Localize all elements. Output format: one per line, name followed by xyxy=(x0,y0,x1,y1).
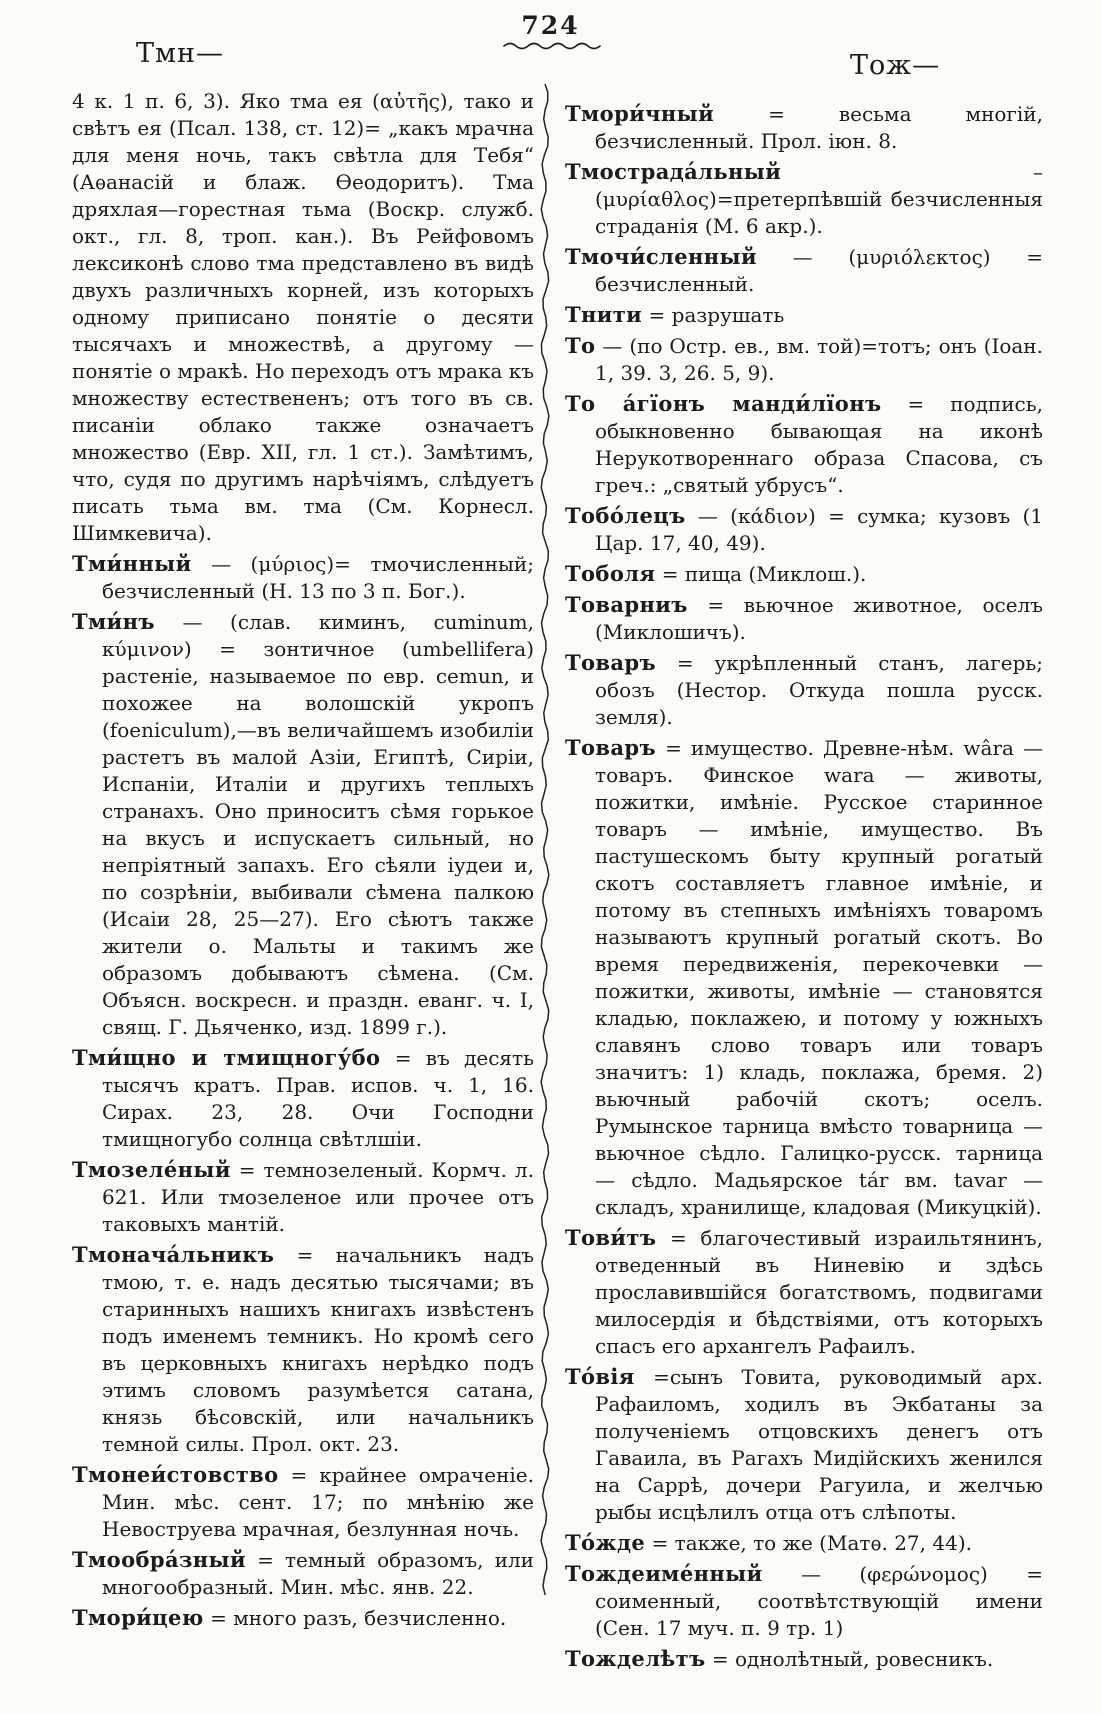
dictionary-entry xyxy=(565,332,1043,387)
entry-body: — (μυριόλεκτος) = безчисленный. xyxy=(595,245,1044,296)
column-divider xyxy=(537,84,553,1604)
running-head-left: Тмн— xyxy=(136,38,225,69)
dictionary-entry xyxy=(72,1044,534,1153)
dictionary-entry xyxy=(565,1529,1043,1557)
entry-body: = много разъ, безчисленно. xyxy=(210,1606,507,1630)
headword: Тми́нный xyxy=(72,551,192,576)
headword: Тожделѣтъ xyxy=(565,1646,706,1671)
dictionary-entry xyxy=(565,560,1043,588)
dictionary-entry xyxy=(565,1645,1043,1673)
dictionary-entry xyxy=(565,1560,1043,1642)
dictionary-entry xyxy=(565,1224,1043,1360)
headword: Тождеиме́нный xyxy=(565,1561,763,1586)
entry-body: — (κάδιον) = сумка; кузовъ (1 Цар. 17, 40, 49). xyxy=(595,504,1043,555)
right-column xyxy=(565,100,1043,1676)
headword: То а́гїонъ манди́лїонъ xyxy=(565,391,882,416)
continued-paragraph xyxy=(72,88,534,547)
dictionary-entry xyxy=(72,608,534,1041)
dictionary-entry xyxy=(565,100,1043,155)
headword: Тобо́лецъ xyxy=(565,503,686,528)
entry-body: = подпись, обыкновенно бывающая на иконѣ Нерукотвореннаго образа Спасова, съ греч.: „святый убрусъ“. xyxy=(595,392,1043,497)
headword: То́вія xyxy=(565,1364,635,1389)
dictionary-entry xyxy=(565,158,1043,240)
dictionary-entry xyxy=(565,591,1043,646)
dictionary-entry xyxy=(72,1604,534,1632)
headword: Тмозеле́ный xyxy=(72,1157,231,1182)
dictionary-entry xyxy=(72,550,534,605)
entry-body: = темнозеленый. Кормч. л. 621. Или тмозеленое или прочее отъ таковыхъ мантій. xyxy=(102,1158,534,1236)
entry-body: = также, то же (Матѳ. 27, 44). xyxy=(651,1531,972,1555)
entry-body: = въ десять тысячъ кратъ. Прав. испов. ч. 1, 16. Сирах. 23, 28. Очи Господни тмищногубо солнца свѣтлшіи. xyxy=(102,1046,535,1151)
left-column xyxy=(72,88,534,1635)
headword: Тми́нъ xyxy=(72,609,155,634)
dictionary-entry xyxy=(565,390,1043,499)
entry-body: — (слав. киминъ, cuminum, κύμινον) = зонтичное (umbellifera) растеніе, называемое по евр. cemun, и похожее на волошскій укропъ (foeniculum),—въ величайшемъ изобиліи растетъ въ малой Азіи, Египтѣ, Сиріи, Испаніи, Италіи и другихъ теплыхъ странахъ. Оно приноситъ сѣмя горькое на вкусъ и испускаетъ сильный, но непріятный запахъ. Его сѣяли іудеи и, по созрѣніи, выбивали сѣмена палкою (Исаіи 28, 25—27). Его сѣютъ также жители о. Мальты и такимъ же образомъ добываютъ сѣмена. (См. Объясн. воскресн. и праздн. еванг. ч. I, свящ. Г. Дьяченко, изд. 1899 г.). xyxy=(102,610,535,1039)
entry-body: = весьма многій, безчисленный. Прол. іюн. 8. xyxy=(595,102,1043,153)
entry-body: 4 к. 1 п. 6, 3). Яко тма ея (αὐτῆς), тако и свѣтъ ея (Псал. 138, ст. 12)= „какъ мрачна для меня ночь, такъ свѣтла для Тебя“ (Аѳанасій и блаж. Ѳеодоритъ). Тма дряхлая—горестная тьма (Воскр. служб. окт., гл. 8, троп. кан.). Въ Рейфовомъ лексиконѣ слово тма представлено въ видѣ двухъ различныхъ корней, изъ которыхъ одному приписано понятіе о десяти тысячахъ и множествѣ, а другому — понятіе о мракѣ. Но переходъ отъ мрака къ множеству естествененъ; отъ того въ св. писаніи облако также означаетъ множество (Евр. XII, гл. 1 ст.). Замѣтимъ, что, судя по другимъ нарѣчіямъ, слѣдуетъ писать тьма вм. тма (См. Корнесл. Шимкевича). xyxy=(72,89,534,545)
headword: Тмонеи́стовство xyxy=(72,1462,279,1487)
entry-body: = укрѣпленный станъ, лагерь; обозъ (Нестор. Откуда пошла русск. земля). xyxy=(595,651,1044,729)
dictionary-entry xyxy=(565,502,1043,557)
headword: Тмори́цею xyxy=(72,1605,204,1630)
headword: Тмострада́льный xyxy=(565,159,782,184)
headword: Тми́щно и тмищногу́бо xyxy=(72,1045,381,1070)
headword: То́жде xyxy=(565,1530,646,1555)
entry-body: = крайнее омраченіе. Мин. мѣс. сент. 17; по мнѣнію же Невоструева мрачная, безлунная ночь. xyxy=(102,1463,534,1541)
entry-body: = начальникъ надъ тмою, т. е. надъ десятью тысячами; въ старинныхъ нашихъ книгахъ извѣстенъ подъ именемъ темникъ. Но кромѣ сего въ церковныхъ книгахъ нерѣдко подъ этимъ словомъ разумѣется сатана, князь бѣсовскій, или начальникъ темной силы. Прол. окт. 23. xyxy=(102,1243,534,1456)
dictionary-entry xyxy=(72,1241,534,1458)
dictionary-entry xyxy=(565,243,1043,298)
headword: То xyxy=(565,333,596,358)
dictionary-entry xyxy=(72,1546,534,1601)
headword: Товаръ xyxy=(565,650,657,675)
entry-body: = темный образомъ, или многообразный. Мин. мѣс. янв. 22. xyxy=(102,1548,534,1599)
headword: Тмонача́льникъ xyxy=(72,1242,275,1267)
entry-body: = вьючное животное, оселъ (Миклошичъ). xyxy=(595,593,1043,644)
headword: Тнити xyxy=(565,302,643,327)
dictionary-entry xyxy=(565,1363,1043,1526)
dictionary-entry xyxy=(72,1461,534,1543)
entry-body: = пища (Миклош.). xyxy=(661,562,867,586)
headword: Товаръ xyxy=(565,735,657,760)
page-number-block xyxy=(0,12,1101,50)
entry-body: — (по Остр. ев., вм. той)=тотъ; онъ (Іоан. 1, 39. 3, 26. 5, 9). xyxy=(595,334,1043,385)
headword: Тмори́чный xyxy=(565,101,715,126)
entry-body: – (μυρίαθλος)=претерпѣвшій безчисленныя страданія (М. 6 акр.). xyxy=(595,160,1043,238)
dictionary-entry xyxy=(565,301,1043,329)
headword: Тмообра́зный xyxy=(72,1547,246,1572)
entry-body: — (φερώνομος) = соименный, соотвѣтствующій имени (Сен. 17 муч. п. 9 тр. 1) xyxy=(595,1562,1043,1640)
page-number-underline-squiggle xyxy=(501,40,601,50)
dictionary-entry xyxy=(72,1156,534,1238)
page-number: 724 xyxy=(521,11,580,40)
entry-body: =сынъ Товита, руководимый арх. Рафаиломъ, ходилъ въ Экбатаны за полученіемъ отцовскихъ денегъ отъ Гаваила, въ Рагахъ Мидійскихъ женился на Саррѣ, дочери Рагуила, и желчью рыбы исцѣлилъ отца отъ слѣпоты. xyxy=(595,1365,1043,1524)
headword: Тоболя xyxy=(565,561,656,586)
headword: Тмочи́сленный xyxy=(565,244,757,269)
headword: Тови́тъ xyxy=(565,1225,657,1250)
entry-body: — (μύριος)= тмочисленный; безчисленный (Н. 13 по 3 п. Бог.). xyxy=(102,552,534,603)
entry-body: = имущество. Древне-нѣм. wâra — товаръ. Финское wara — животы, пожитки, имѣніе. Русское старинное товаръ — имѣніе, имущество. Въ пастушескомъ быту крупный рогатый скотъ составляетъ главное имѣніе, и потому въ степныхъ имѣніяхъ товаромъ называютъ крупный рогатый скотъ. Во время передвиженія, перекочевки — пожитки, животы, имѣніе — становятся кладью, поклажею, и потому у южныхъ славянъ слово товаръ или товаръ значитъ: 1) кладь, поклажа, бремя. 2) вьючный рабочій скотъ; оселъ. Румынское тарница вмѣсто товарница — вьючное сѣдло. Галицко-русск. тарница — сѣдло. Мадьярское tár вм. tavar — складъ, хранилище, кладовая (Микуцкій). xyxy=(595,736,1044,1219)
entry-body: = разрушать xyxy=(648,303,785,327)
entry-body: = однолѣтный, ровесникъ. xyxy=(711,1647,994,1671)
running-head-right: Тож— xyxy=(850,50,941,81)
dictionary-entry xyxy=(565,649,1043,731)
headword: Товарниъ xyxy=(565,592,688,617)
dictionary-entry xyxy=(565,734,1043,1221)
entry-body: = благочестивый израильтянинъ, отведенный въ Ниневію и здѣсь прославившійся богатствомъ, подвигами милосердія и бѣдствіями, отъ которыхъ спасъ его архангелъ Рафаилъ. xyxy=(595,1226,1043,1358)
